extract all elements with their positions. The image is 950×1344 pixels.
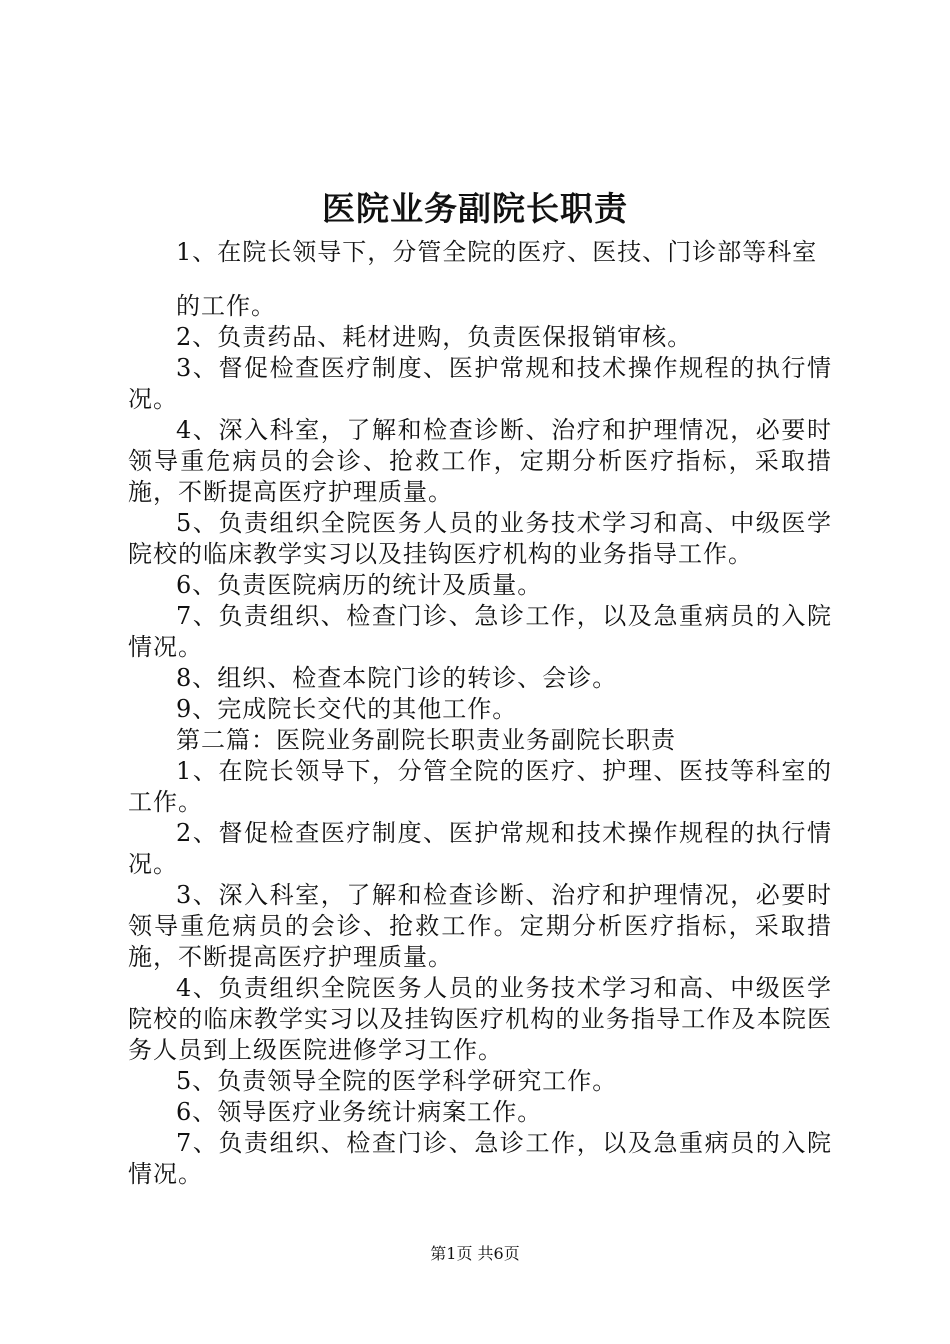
paragraph-7: 7、负责组织、检查门诊、急诊工作，以及急重病员的入院情况。 [128, 602, 832, 661]
paragraph-3: 3、督促检查医疗制度、医护常规和技术操作规程的执行情况。 [128, 354, 832, 413]
section2-paragraph-6: 6、领导医疗业务统计病案工作。 [176, 1098, 543, 1126]
paragraph-5: 5、负责组织全院医务人员的业务技术学习和高、中级医学院校的临床教学实习以及挂钩医疗机构的业务指导工作。 [128, 509, 832, 568]
paragraph-9: 9、完成院长交代的其他工作。 [176, 695, 518, 723]
section2-paragraph-5: 5、负责领导全院的医学科学研究工作。 [176, 1067, 618, 1095]
paragraph-4: 4、深入科室，了解和检查诊断、治疗和护理情况，必要时领导重危病员的会诊、抢救工作，定期分析医疗指标，采取措施，不断提高医疗护理质量。 [128, 416, 832, 506]
page-footer: 第1页 共6页 [430, 1244, 520, 1263]
section2-paragraph-7: 7、负责组织、检查门诊、急诊工作，以及急重病员的入院情况。 [128, 1129, 832, 1188]
paragraph-1: 1、在院长领导下，分管全院的医疗、医技、门诊部等科室 [176, 238, 818, 266]
section2-paragraph-1: 1、在院长领导下，分管全院的医疗、护理、医技等科室的工作。 [128, 757, 832, 816]
section-heading-2: 第二篇：医院业务副院长职责业务副院长职责 [176, 726, 676, 754]
section2-paragraph-3: 3、深入科室，了解和检查诊断、治疗和护理情况，必要时领导重危病员的会诊、抢救工作。定期分析医疗指标，采取措施，不断提高医疗护理质量。 [128, 881, 832, 971]
paragraph-1-continuation: 的工作。 [176, 292, 276, 320]
paragraph-2: 2、负责药品、耗材进购，负责医保报销审核。 [176, 323, 693, 351]
section2-paragraph-4: 4、负责组织全院医务人员的业务技术学习和高、中级医学院校的临床教学实习以及挂钩医疗机构的业务指导工作及本院医务人员到上级医院进修学习工作。 [128, 974, 832, 1064]
document-title: 医院业务副院长职责 [322, 189, 628, 228]
paragraph-6: 6、负责医院病历的统计及质量。 [176, 571, 543, 599]
paragraph-8: 8、组织、检查本院门诊的转诊、会诊。 [176, 664, 618, 692]
section2-paragraph-2: 2、督促检查医疗制度、医护常规和技术操作规程的执行情况。 [128, 819, 832, 878]
document-body [128, 234, 832, 1190]
